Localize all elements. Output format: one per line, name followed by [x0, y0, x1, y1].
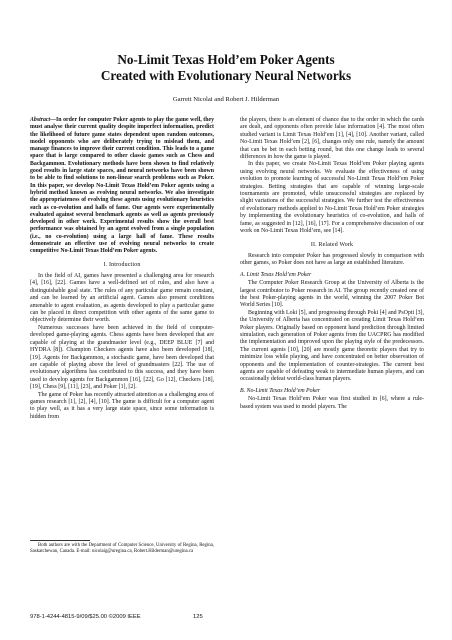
footer-isbn: 978-1-4244-4815-9/09/$25.00 ©2009 IEEE: [30, 614, 141, 620]
subsection-heading-limit: A. Limit Texas Hold’em Poker: [240, 271, 312, 278]
intro-paragraph-1: In the field of AI, games have presented a challenging area for research [4], [16], [22]. Games have a well-defined set of rules, and also have a distinguishable goal state. The rules of any particular game remain constant, and can be learned by an artificial agent. Games also present conditions amenable to agent evaluation, as agents developed to play a particular game can be placed in direct competition with other agents of the same game to objectively determine their worth.: [30, 273, 214, 324]
section-heading-related-work: II. Related Work: [310, 241, 354, 248]
author-line: Garrett Nicolai and Robert J. Hilderman: [172, 96, 280, 103]
abstract-text: —In order for computer Poker agents to play the game well, they must analyse their current quality despite imperfect information, predict the likelihood of future game states dependent upon random outcomes, model opponents who are deliberately trying to mislead them, and manage finances to improve their current condition. This leads to a game space that is large compared to other classic games such as Chess and Backgammon. Evolutionary methods have been shown to find relatively good results in large state spaces, and neural networks have been shown to be able to find solutions to non-linear search problems such as Poker. In this paper, we develop No-Limit Texas Hold’em Poker agents using a hybrid method known as evolving neural networks. We also investigate the appropriateness of evolving these agents using evolutionary heuristics such as co-evolution and halls of fame. Our agents were experimentally evaluated against several benchmark agents as well as agents previously developed in other work. Experimental results show the overall best performance was obtained by an agent evolved from a single population (i.e., no co-evolution) using a large hall of fame. These results demonstrate an effective use of evolving neural networks to create competitive No-Limit Texas Hold’em Poker agents.: [30, 117, 214, 255]
title-line-1: No-Limit Texas Hold’em Poker Agents: [117, 52, 335, 67]
intro-paragraph-5: In this paper, we create No-Limit Texas Hold’em Poker playing agents using evolving neural networks. We evaluate the effectiveness of using evolution to promote learning of successful No-Limit Texas Hold’em Poker strategies. Betting strategies that are capable of winning large-scale tournaments are promoted, while unsuccessful strategies are replaced by slight variations of the successful strategies. We further test the effectiveness of evolutionary methods applied to No-Limit Texas Hold’em Poker strategies by implementing the evolutionary heuristics of co-evolution, and halls of fame, as suggested in [12], [16], [17]. For a comprehensive discussion of our work on No-Limit Texas Hold’em, see [14].: [240, 161, 424, 235]
related-paragraph-1: Research into computer Poker has progressed slowly in comparison with other games, so Poker does not have as large an established literature.: [240, 252, 424, 267]
abstract: [30, 117, 214, 256]
subsection-heading-no-limit: B. No-Limit Texas Hold’em Poker: [240, 387, 321, 394]
abstract-lead: Abstract: [30, 117, 51, 123]
related-paragraph-4: No-Limit Texas Hold’em Poker was first studied in [6], where a rule-based system was used to model players. The: [240, 396, 424, 410]
right-column: [240, 117, 424, 411]
page-number: 125: [193, 614, 203, 620]
related-paragraph-3: Beginning with Loki [5], and progressing through Poki [4] and PsOpti [3], the University of Alberta has concentrated on creating Limit Texas Hold’em Poker players. Originally based on opponent hand prediction through limited simulation, each generation of Poker agents from the UACPRG has modified the implementation and improved upon the playing style of the predecessors. The current agents [10], [20] are mostly game theoretic players that try to minimize loss while playing, and have concentrated on better observation of opponents and the implementation of counter-strategies. The current best agents are capable of defeating weak to intermediate human players, and can occasionally defeat world-class human players.: [240, 309, 424, 383]
intro-paragraph-continued: the players, there is an element of chance due to the order in which the cards are dealt, and opponents often provide false information [4]. The most often studied variant is Limit Texas Hold’em [1], [4], [10]. Another variant, called No-Limit Texas Hold’em [2], [6], changes only one rule, namely the amount that can be bet in each betting round, but this one change leads to several differences in how the game is played.: [240, 117, 424, 161]
related-paragraph-2: The Computer Poker Research Group at the University of Alberta is the largest contributor to Poker research in AI. The group recently created one of the best Poker-playing agents in the world, winning the 2007 Poker Bot World Series [10].: [240, 280, 424, 309]
section-heading-introduction: I. Introduction: [103, 261, 141, 268]
left-column: [30, 117, 214, 421]
footnote-divider: [30, 540, 90, 541]
author-footnote: Both authors are with the Department of Computer Science, University of Regina, Regina, Saskatchewan, Canada. E-mail: nicolaig@uregina.ca, Robert.Hilderman@uregina.ca: [30, 543, 214, 554]
title-line-2: Created with Evolutionary Neural Networks: [100, 68, 352, 83]
intro-paragraph-2: Numerous successes have been achieved in the field of computer-developed game-playing agents. Chess agents have been developed that are capable of playing at the grandmaster level (e.g., DEEP BLUE [7] and HYDRA [8]). Champion Checkers agents have also been developed [18], [19]. Agents for Backgammon, a stochastic game, have been developed that are capable of playing above the level of grandmasters [22]. The use of evolutionary algorithms has contributed to this success, and they have been used to develop agents for Backgammon [16], [22], Go [12], Checkers [18], [19], Chess [9], [11], [23], and Poker [1], [2].: [30, 324, 214, 391]
intro-paragraph-3: The game of Poker has recently attracted attention as a challenging area of games research [1], [2], [4], [10]. The game is difficult for a computer agent to play well, as it has a very large state space, since some information is hidden from: [30, 391, 214, 420]
paper-title: [40, 52, 412, 84]
